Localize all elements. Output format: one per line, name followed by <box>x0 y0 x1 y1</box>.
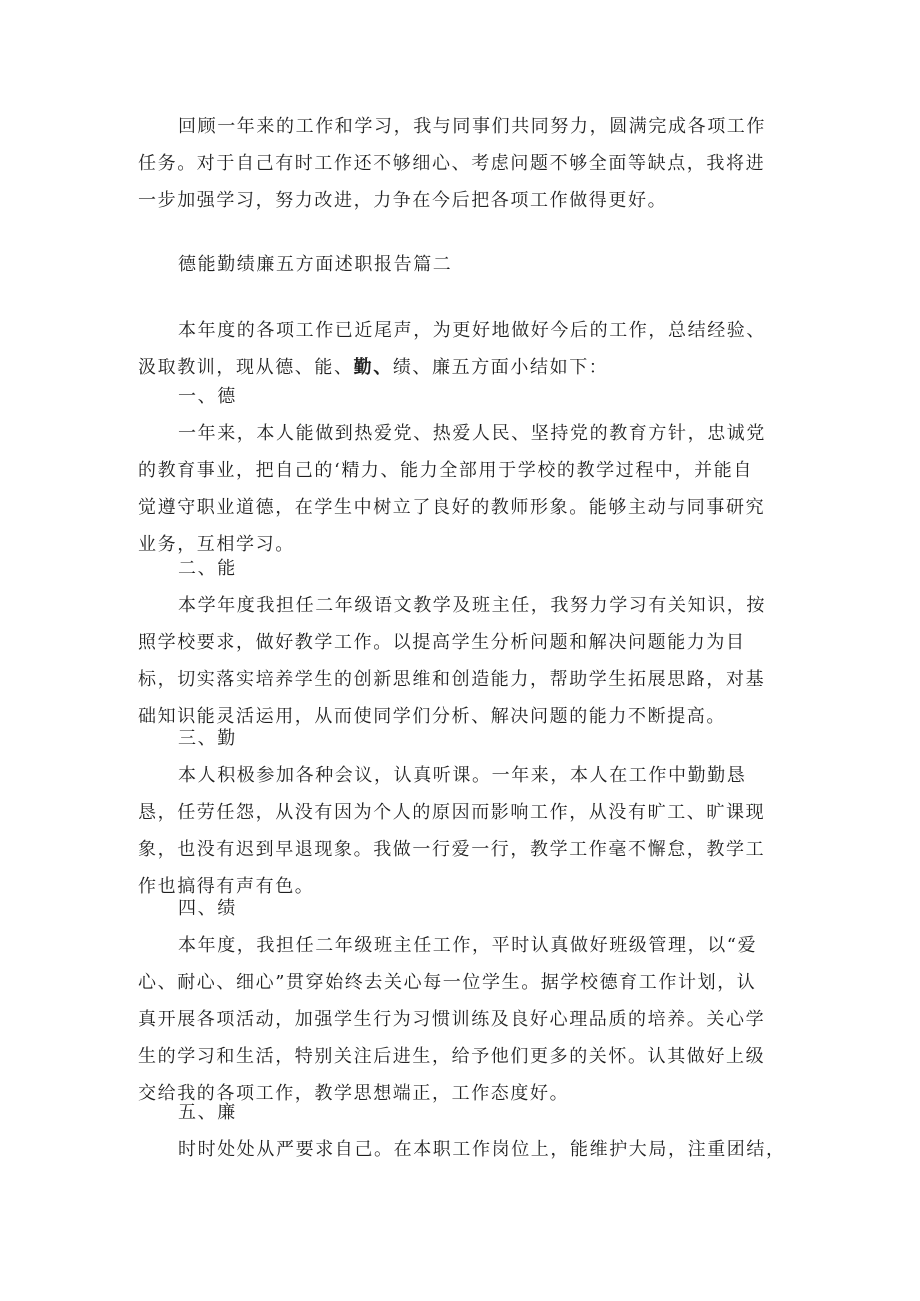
paragraph-line: 本年度的各项工作已近尾声，为更好地做好今后的工作，总结经验、 <box>178 320 766 341</box>
intro-paragraph <box>138 108 792 219</box>
section-heading: 二、能 <box>178 558 237 579</box>
paragraph-line: 照学校要求，做好教学工作。以提高学生分析问题和解决问题能力为目 <box>138 632 746 653</box>
paragraph-line: 本人积极参加各种会议，认真听课。一年来，本人在工作中勤勤恳 <box>178 765 747 786</box>
section-heading: 四、绩 <box>178 898 237 919</box>
paragraph-line: 觉遵守职业道德，在学生中树立了良好的教师形象。能够主动与同事研究 <box>138 497 766 518</box>
paragraph-line: 时时处处从严要求自己。在本职工作岗位上，能维护大局，注重团结， <box>178 1139 786 1160</box>
paragraph-line: 的教育事业，把自己的‘精力、能力全部用于学校的教学过程中，并能自 <box>138 460 753 481</box>
report-title-block <box>138 246 792 283</box>
paragraph-line: 业务，互相学习。 <box>138 534 295 555</box>
paragraph-line: 作也搞得有声有色。 <box>138 876 315 897</box>
section-lian <box>138 1094 792 1168</box>
section-ji <box>138 890 792 1112</box>
section-neng <box>138 550 792 735</box>
paragraph-line: 生的学习和生活，特别关注后进生，给予他们更多的关怀。认其做好上级 <box>138 1046 766 1067</box>
paragraph-line: 任务。对于自己有时工作还不够细心、考虑问题不够全面等缺点，我将进 <box>138 153 766 174</box>
section-de <box>138 378 792 563</box>
paragraph-line: 一年来，本人能做到热爱党、热爱人民、坚持党的教育方针，忠诚党 <box>178 423 766 444</box>
paragraph-line: 交给我的各项工作，教学思想端正，工作态度好。 <box>138 1083 570 1104</box>
summary-bold-text: 勤、 <box>353 357 393 378</box>
paragraph-line: 本年度，我担任二年级班主任工作，平时认真做好班级管理，以“爱 <box>178 935 758 956</box>
paragraph-line: 标，切实落实培养学生的创新思维和创造能力，帮助学生拓展思路，对基 <box>138 669 766 690</box>
paragraph-line: 真开展各项活动，加强学生行为习惯训练及良好心理品质的培养。关心学 <box>138 1009 766 1030</box>
paragraph-line: 一步加强学习，努力改进，力争在今后把各项工作做得更好。 <box>138 190 668 211</box>
paragraph-line: 心、耐心、细心”贯穿始终去关心每一位学生。据学校德育工作计划，认 <box>138 972 757 993</box>
paragraph-line: 恳，任劳任怨，从没有因为个人的原因而影响工作，从没有旷工、旷课现 <box>138 802 766 823</box>
section-heading: 一、德 <box>178 386 237 407</box>
section-qin <box>138 720 792 905</box>
section-heading: 五、廉 <box>178 1102 237 1123</box>
summary-paragraph <box>138 312 792 386</box>
summary-text-after: 绩、廉五方面小结如下： <box>392 357 609 378</box>
paragraph-line: 回顾一年来的工作和学习，我与同事们共同努力，圆满完成各项工作 <box>178 116 766 137</box>
section-heading: 三、勤 <box>178 728 237 749</box>
paragraph-line: 本学年度我担任二年级语文教学及班主任，我努力学习有关知识，按 <box>178 595 766 616</box>
summary-text-before: 汲取教训，现从德、能、 <box>138 357 354 378</box>
report-title: 德能勤绩廉五方面述职报告篇二 <box>178 254 453 275</box>
paragraph-line: 象，也没有迟到早退现象。我做一行爱一行，教学工作毫不懈怠，教学工 <box>138 839 766 860</box>
paragraph-line: 础知识能灵活运用，从而使同学们分析、解决问题的能力不断提高。 <box>138 706 726 727</box>
